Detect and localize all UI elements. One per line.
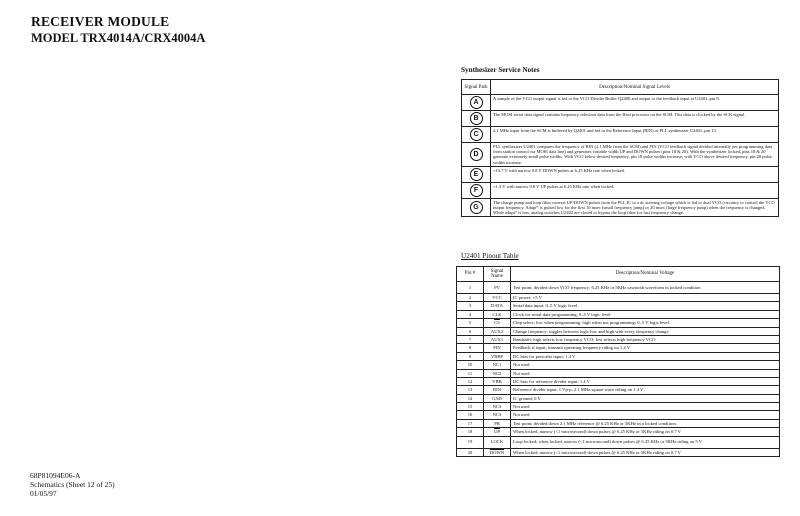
pin-signal: NC2 <box>484 369 511 377</box>
document-subtitle: MODEL TRX4014A/CRX4004A <box>31 31 206 45</box>
pinout-row <box>457 361 780 369</box>
pin-number: 11 <box>457 369 484 377</box>
pin-desc: Chip select; low when programming, high when not programming; 0–5 V logic level <box>511 319 780 327</box>
pin-number: 20 <box>457 448 484 456</box>
pin-desc: Feedback rf input; transmit operating frequency riding on 1.4 V <box>511 344 780 352</box>
pin-desc: Not used <box>511 403 780 411</box>
pin-number: 15 <box>457 403 484 411</box>
pinout-col-desc: Description/Nominal Voltage <box>511 267 780 282</box>
pin-number: 17 <box>457 419 484 427</box>
pin-number: 6 <box>457 327 484 335</box>
pin-desc: When locked, narrow (<1 microsecond) down pulses @ 6.25 KHz or 5KHz riding on 0.7 V <box>511 448 780 456</box>
pin-desc: Not used <box>511 411 780 419</box>
synth-desc: The MOSI serial data signal contains frequency selection data from the Host processor on the SCM. This data is clocked by the SCK signal. <box>491 111 779 127</box>
pinout-row <box>457 411 780 419</box>
pinout-row <box>457 369 780 377</box>
pinout-table <box>456 266 780 457</box>
pin-signal: LOCK <box>484 436 511 448</box>
pinout-row <box>457 436 780 448</box>
signal-marker: D <box>470 148 483 161</box>
pin-number: 7 <box>457 335 484 343</box>
pin-signal: AUX2 <box>484 327 511 335</box>
pin-number: 1 <box>457 282 484 294</box>
pin-signal: PV <box>484 282 511 294</box>
pinout-row <box>457 310 780 318</box>
document-footer <box>30 471 115 498</box>
synth-row <box>462 95 779 111</box>
pin-number: 3 <box>457 302 484 310</box>
pinout-row <box>457 294 780 302</box>
part-number: 68P81094E06-A <box>30 471 81 480</box>
pin-desc: Test point; divided down 2.1 MHz reference @ 6.25 KHz or 5KHz in a locked condition. <box>511 419 780 427</box>
pinout-row <box>457 428 780 436</box>
pin-signal: NC3 <box>484 403 511 411</box>
synth-row <box>462 143 779 167</box>
pin-signal: VCC <box>484 294 511 302</box>
pin-desc: Test point; divided down VCO frequency; 6.25 KHz or 5KHz sawtooth waveform in locked condition <box>511 282 780 294</box>
synth-notes-title: Synthesizer Service Notes <box>461 66 540 74</box>
pinout-col-pin: Pin # <box>457 267 484 282</box>
pinout-row <box>457 352 780 360</box>
synth-row <box>462 111 779 127</box>
pin-number: 18 <box>457 428 484 436</box>
document-date: 01/05/97 <box>30 489 57 498</box>
pinout-row <box>457 377 780 385</box>
pin-signal: CLK <box>484 310 511 318</box>
sheet-label: Schematics (Sheet 12 of 25) <box>30 480 115 489</box>
pinout-row <box>457 394 780 402</box>
pin-signal: VBBP <box>484 352 511 360</box>
pin-desc: Serial data input; 0–5 V logic level <box>511 302 780 310</box>
synth-desc: 2.1 MHz input from the SCM is buffered by Q2401 and fed to the Reference Input (RIN) of PLL synthesizer U2401–pin 13. <box>491 127 779 143</box>
pin-desc: Bandshift; high selects low frequency VCO; low selects high frequency VCO <box>511 335 780 343</box>
synth-row <box>462 182 779 198</box>
pin-desc: IC ground; 0 V <box>511 394 780 402</box>
pin-signal: FIN <box>484 344 511 352</box>
signal-marker: G <box>470 201 483 214</box>
pinout-header-row <box>457 267 780 282</box>
pin-number: 2 <box>457 294 484 302</box>
pin-desc: Loop locked; when locked, narrow (<1 microsecond) down pulses @ 6.25 KHz or 5KHz riding on 5 V <box>511 436 780 448</box>
pin-number: 14 <box>457 394 484 402</box>
pinout-title: U2401 Pinout Table <box>461 252 519 260</box>
signal-marker: C <box>470 128 483 141</box>
pinout-row <box>457 344 780 352</box>
pin-number: 16 <box>457 411 484 419</box>
pinout-row <box>457 335 780 343</box>
pin-number: 12 <box>457 377 484 385</box>
pin-desc: Reference divider input; 1 Vp-p, 2.1 MHz square wave riding on 1.4 V <box>511 386 780 394</box>
pin-signal: RIN <box>484 386 511 394</box>
pin-desc: When locked, narrow (<1 microsecond) down pulses @ 6.25 KHz or 5KHz riding on 0.7 V <box>511 428 780 436</box>
pin-signal: NC1 <box>484 361 511 369</box>
pin-number: 10 <box>457 361 484 369</box>
pin-signal: $\overline{UP}$ <box>494 429 500 435</box>
pinout-col-signal: Signal Name <box>484 267 511 282</box>
pinout-row <box>457 319 780 327</box>
synth-desc: The charge pump and loop filter convert UP/DOWN pulses from the PLL IC to a dc steering voltage which is fed to dual VCO (circuitry to control the VCO output frequency. Adapt* is pulsed low for the first 10 msec (small frequency jump) or 20 msec (large frequency jump) when the frequency is changed. While adapt* is low, analog switches U2402 are closed to bypass the loop filter for fast frequency change. <box>491 198 779 217</box>
pinout-row <box>457 302 780 310</box>
signal-marker: E <box>470 168 483 181</box>
synth-desc: +13.7 V with narrow 0.8 V DOWN pulses at 6.25 KHz rate when locked. <box>491 166 779 182</box>
synth-row <box>462 166 779 182</box>
pin-number: 4 <box>457 310 484 318</box>
pin-desc: DC bias for prescaler input; 1.4 V <box>511 352 780 360</box>
pin-signal: DATA <box>484 302 511 310</box>
pin-desc: Change frequency; toggles between logic low and high with every frequency change <box>511 327 780 335</box>
pin-signal: NC3 <box>484 411 511 419</box>
synth-header-row <box>462 80 779 95</box>
synth-desc: PLL synthesizer U2401 compares the frequency of RIN (2.1 MHz from the SCM) and FIN (VCO feedback signal divided internally per programming data from station control via MOSI data line) and generates variable width UP and DOWN pulses (pins 18 & 20). With the synthesizer locked, pins 18 & 20 generate extremely small pulse widths. With VCO below desired frequency, pin 18 pulse widths increase; with VCO above desired frequency, pin 20 pulse widths increase. <box>491 143 779 167</box>
pinout-row <box>457 282 780 294</box>
synth-col-desc: Description/Nominal Signal Levels <box>491 80 779 95</box>
document-title: RECEIVER MODULE <box>31 14 170 29</box>
pinout-row <box>457 403 780 411</box>
synth-row <box>462 198 779 217</box>
pin-number: 5 <box>457 319 484 327</box>
pin-number: 8 <box>457 344 484 352</box>
signal-marker: A <box>470 96 483 109</box>
pin-desc: Clock for serial data programming; 0–5 V logic level <box>511 310 780 318</box>
synth-row <box>462 127 779 143</box>
synth-col-signal: Signal Path <box>462 80 491 95</box>
synth-notes-table <box>461 79 779 217</box>
synth-desc: A sample of the VCO output signal is fed to the VCO Divider Buffer Q2400 and output to the feedback input at U2401–pin 8. <box>491 95 779 111</box>
pinout-row <box>457 419 780 427</box>
pin-signal: $\overline{CS}$ <box>494 320 500 326</box>
pin-signal: PR <box>484 419 511 427</box>
pin-number: 19 <box>457 436 484 448</box>
pin-signal: GND <box>484 394 511 402</box>
pin-signal: AUX1 <box>484 335 511 343</box>
pinout-row <box>457 386 780 394</box>
pin-number: 13 <box>457 386 484 394</box>
signal-marker: F <box>470 184 483 197</box>
document-header <box>31 14 205 46</box>
pin-signal: VBB <box>484 377 511 385</box>
synth-desc: +1.3 V with narrow 0.8 V UP pulses at 6.25 KHz rate when locked. <box>491 182 779 198</box>
pin-desc: IC power; +5 V <box>511 294 780 302</box>
pin-desc: Not used <box>511 369 780 377</box>
pin-signal: DOWN <box>489 449 505 455</box>
pin-desc: Not used <box>511 361 780 369</box>
pinout-row <box>457 448 780 456</box>
pin-desc: DC bias for reference divider input; 1.4 V <box>511 377 780 385</box>
pinout-row <box>457 327 780 335</box>
pin-number: 9 <box>457 352 484 360</box>
signal-marker: B <box>470 112 483 125</box>
